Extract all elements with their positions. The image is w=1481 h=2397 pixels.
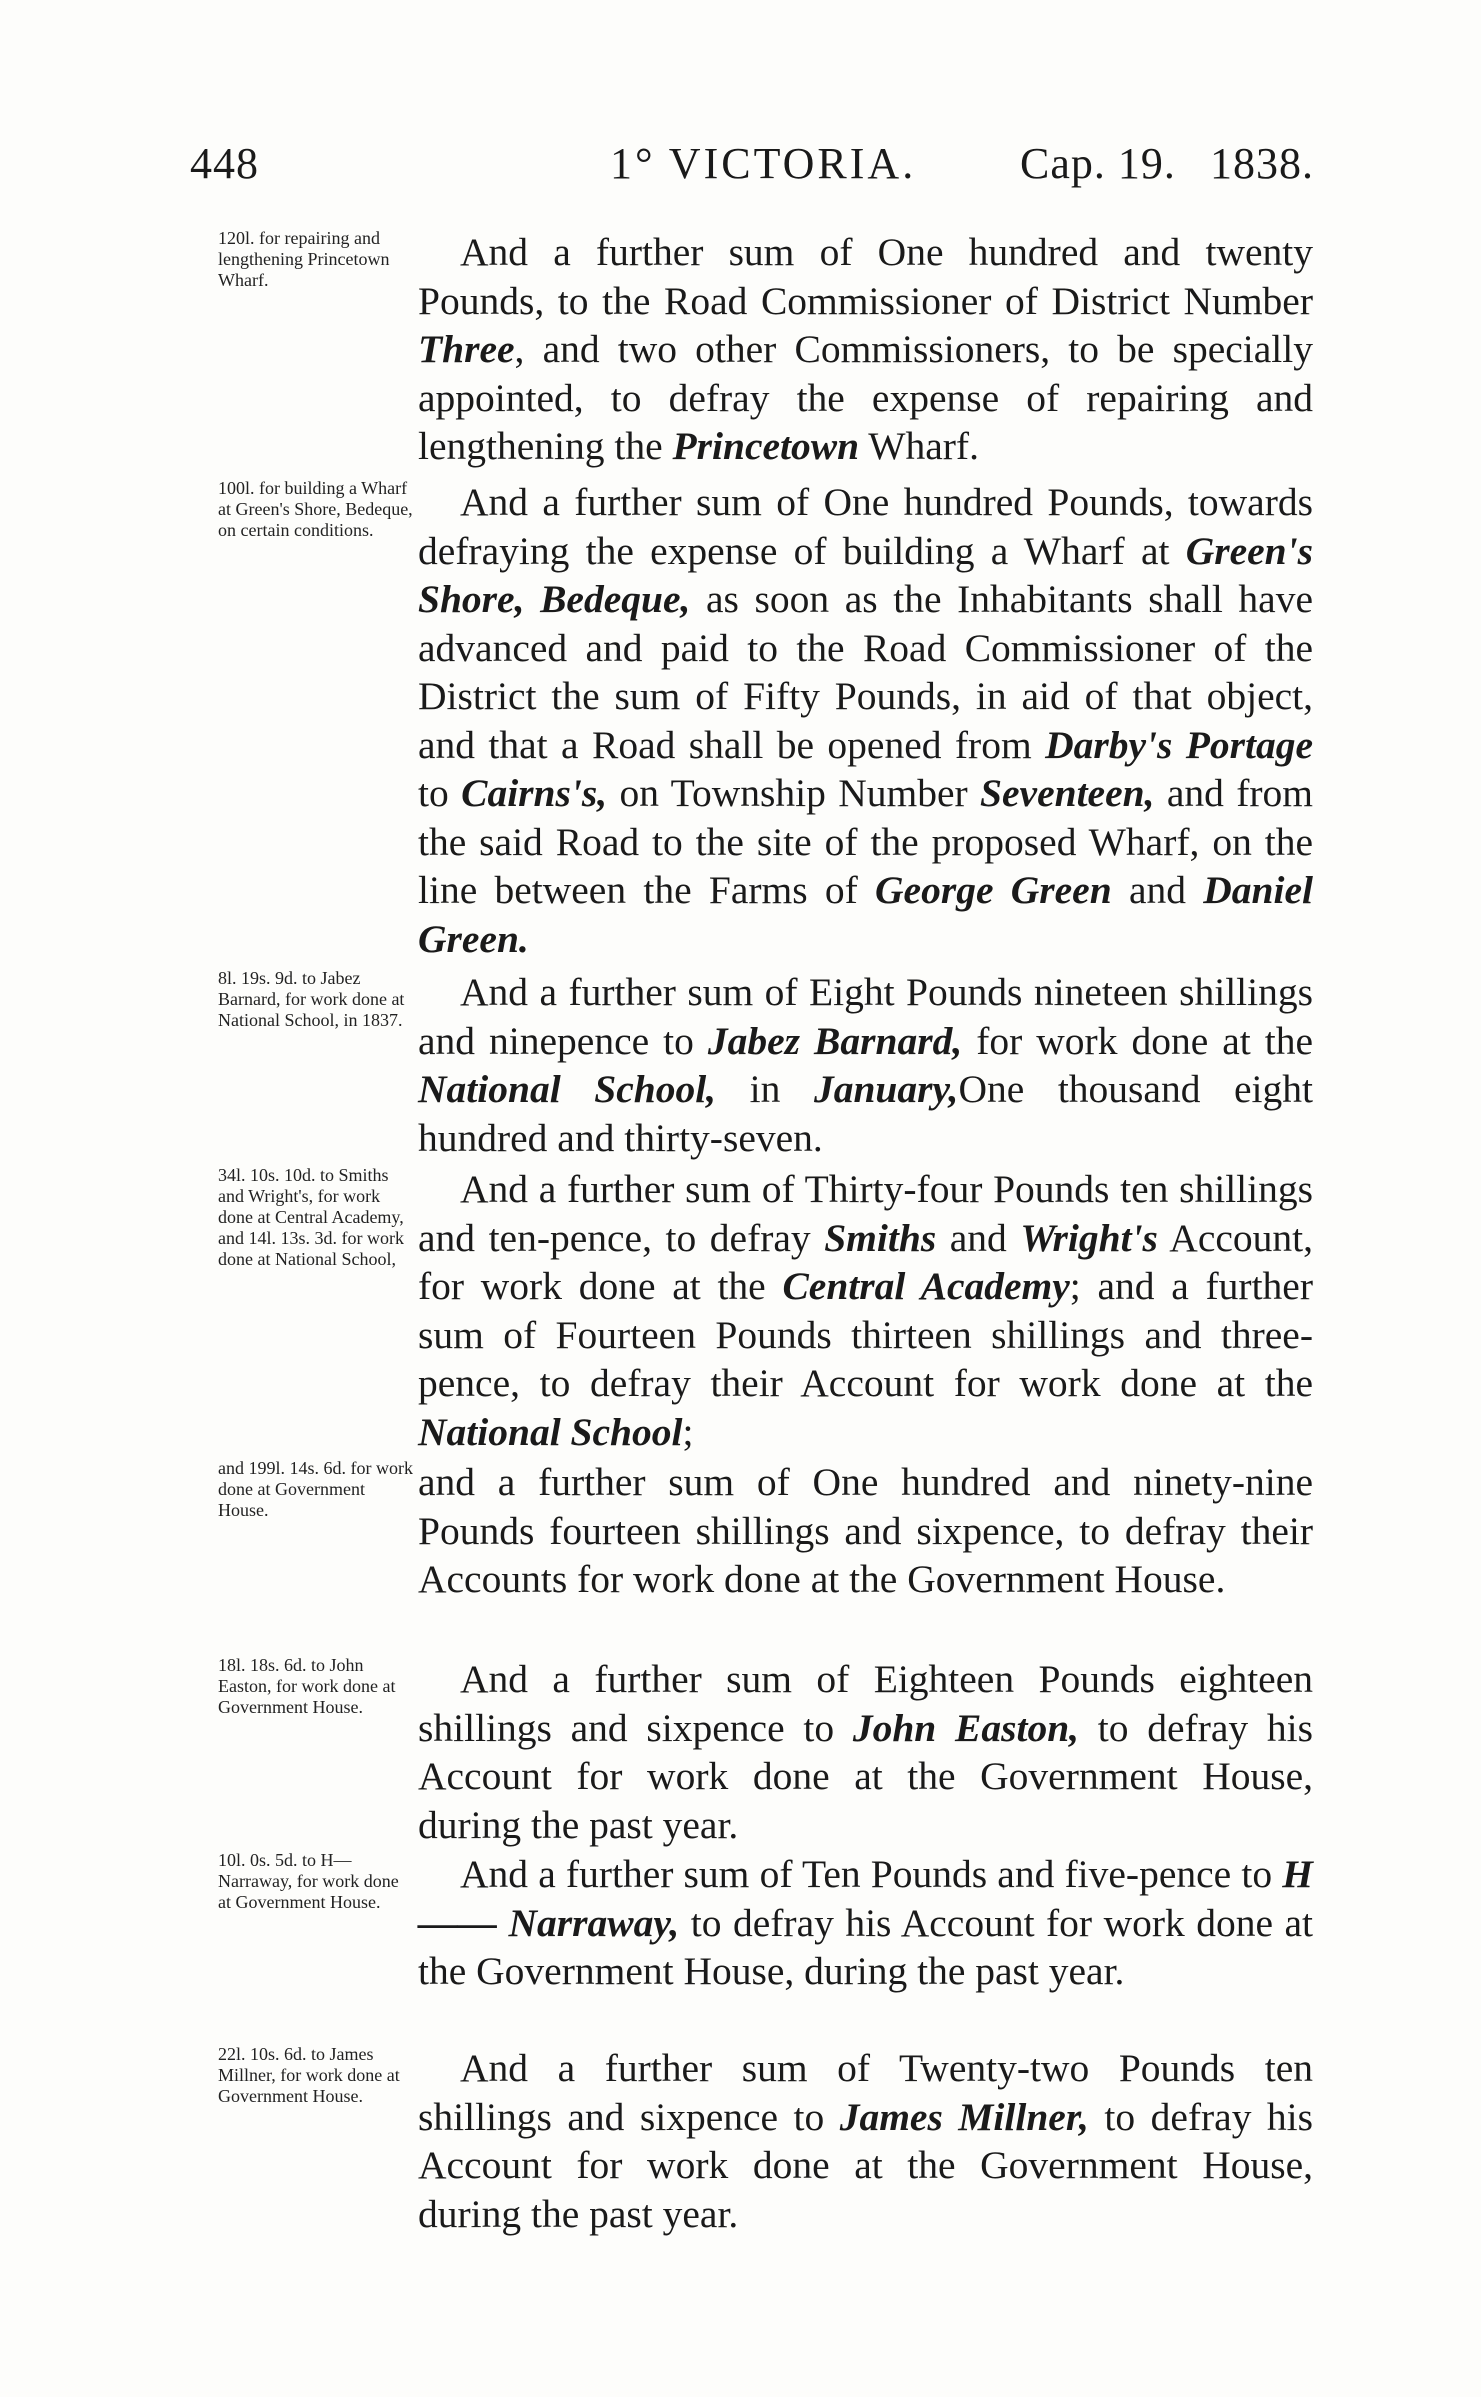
emphasis: Wright's [1020,1215,1158,1260]
text: And a further sum of Ten Pounds and five-pence to [460,1852,1283,1896]
text: as soon as the Inhabitants shall have advanced and paid to the Road Commissioner of the District the sum of Fifty Pounds, in aid of that object, and that a Road shall be opened from [418,577,1313,767]
text: And a further sum of Thirty-four Pounds ten shillings and ten-pence, to defray [418,1167,1313,1260]
text: to defray his Account for work done at the Government House, during the past year. [418,1900,1313,1993]
emphasis: National School, [418,1067,717,1111]
margin-note: 34l. 10s. 10d. to Smiths and Wright's, for work done at Central Academy, and 14l. 13s. 3d. for work done at National School, [218,1165,404,1269]
emphasis: Smiths [824,1215,937,1260]
margin-note: 120l. for repairing and lengthening Princetown Wharf. [218,228,390,290]
emphasis: Central Academy [782,1264,1070,1308]
text: And a further sum of Eighteen Pounds eighteen shillings and sixpence to [418,1657,1313,1750]
emphasis: National School [418,1409,683,1454]
text: in [716,1067,814,1111]
text: and from the said Road to the site of the proposed Wharf, on the line between the Farms of [418,771,1313,912]
text: Account, for work done at the [418,1215,1313,1308]
entry-body [418,1458,1313,1604]
text: , and two other Commissioners, to be specially appointed, to defray the expense of repairing and lengthening the [418,327,1313,468]
entry-body [418,2044,1313,2238]
text: And a further sum of One hundred and twenty Pounds, to the Road Commissioner of District Number [418,230,1313,323]
emphasis: John Easton, [852,1705,1080,1750]
text: ; and a further sum of Fourteen Pounds thirteen shillings and three-pence, to defray their Account for work done at the [418,1264,1313,1405]
text: on Township Number [607,771,981,815]
text: and a further sum of One hundred and ninety-nine Pounds fourteen shillings and sixpence, to defray their Accounts for work done at the Government House. [418,1460,1313,1601]
emphasis: Darby's Portage [1045,722,1313,767]
page-number: 448 [190,139,259,188]
emphasis: H—— Narraway, [418,1852,1313,1945]
entry-body [418,478,1313,963]
running-header [190,138,1320,198]
emphasis: January, [813,1067,959,1111]
margin-note: 100l. for building a Wharf at Green's Shore, Bedeque, on certain conditions. [218,478,413,540]
entry-body [418,228,1313,471]
text: And a further sum of Eight Pounds nineteen shillings and ninepence to [418,970,1313,1063]
margin-note: 8l. 19s. 9d. to Jabez Barnard, for work done at National School, in 1837. [218,968,405,1030]
text: to defray his Account for work done at the Government House, during the past year. [418,1705,1313,1847]
emphasis: George Green [875,868,1112,912]
text: ; [682,1409,694,1454]
text: And a further sum of Twenty-two Pounds ten shillings and sixpence to [418,2046,1313,2139]
emphasis: Princetown [672,424,860,468]
margin-note: 22l. 10s. 6d. to James Millner, for work done at Government House. [218,2044,400,2106]
emphasis: Three [418,327,515,371]
entry-body [418,1655,1313,1849]
entry-body [418,1850,1313,1996]
emphasis: James Millner, [839,2094,1089,2139]
emphasis: Green's Shore, Bedeque, [418,528,1313,621]
margin-note: 10l. 0s. 5d. to H— Narraway, for work done at Government House. [218,1850,399,1912]
year: 1838. [1210,139,1314,188]
chapter-number: Cap. 19. [1020,139,1176,188]
entry-body [418,968,1313,1162]
margin-note: 18l. 18s. 6d. to John Easton, for work done at Government House. [218,1655,396,1717]
text: for work done at the [962,1018,1313,1063]
emphasis: Seventeen, [980,771,1155,815]
margin-note: and 199l. 14s. 6d. for work done at Government House. [218,1458,413,1520]
text: to [418,771,462,815]
emphasis: Cairns's, [461,771,608,815]
text: to defray his Account for work done at the Government House, during the past year. [418,2094,1314,2236]
text: One thousand eight hundred and thirty-seven. [418,1067,1313,1160]
emphasis: Jabez Barnard, [707,1018,963,1063]
emphasis: Daniel Green. [418,868,1313,961]
text: and [936,1215,1021,1260]
text: And a further sum of One hundred Pounds, towards defraying the expense of building a Wharf at [418,480,1313,573]
act-title: 1° VICTORIA. [610,139,917,188]
entry-body [418,1165,1313,1456]
text: and [1111,868,1204,912]
text: Wharf. [859,424,979,468]
